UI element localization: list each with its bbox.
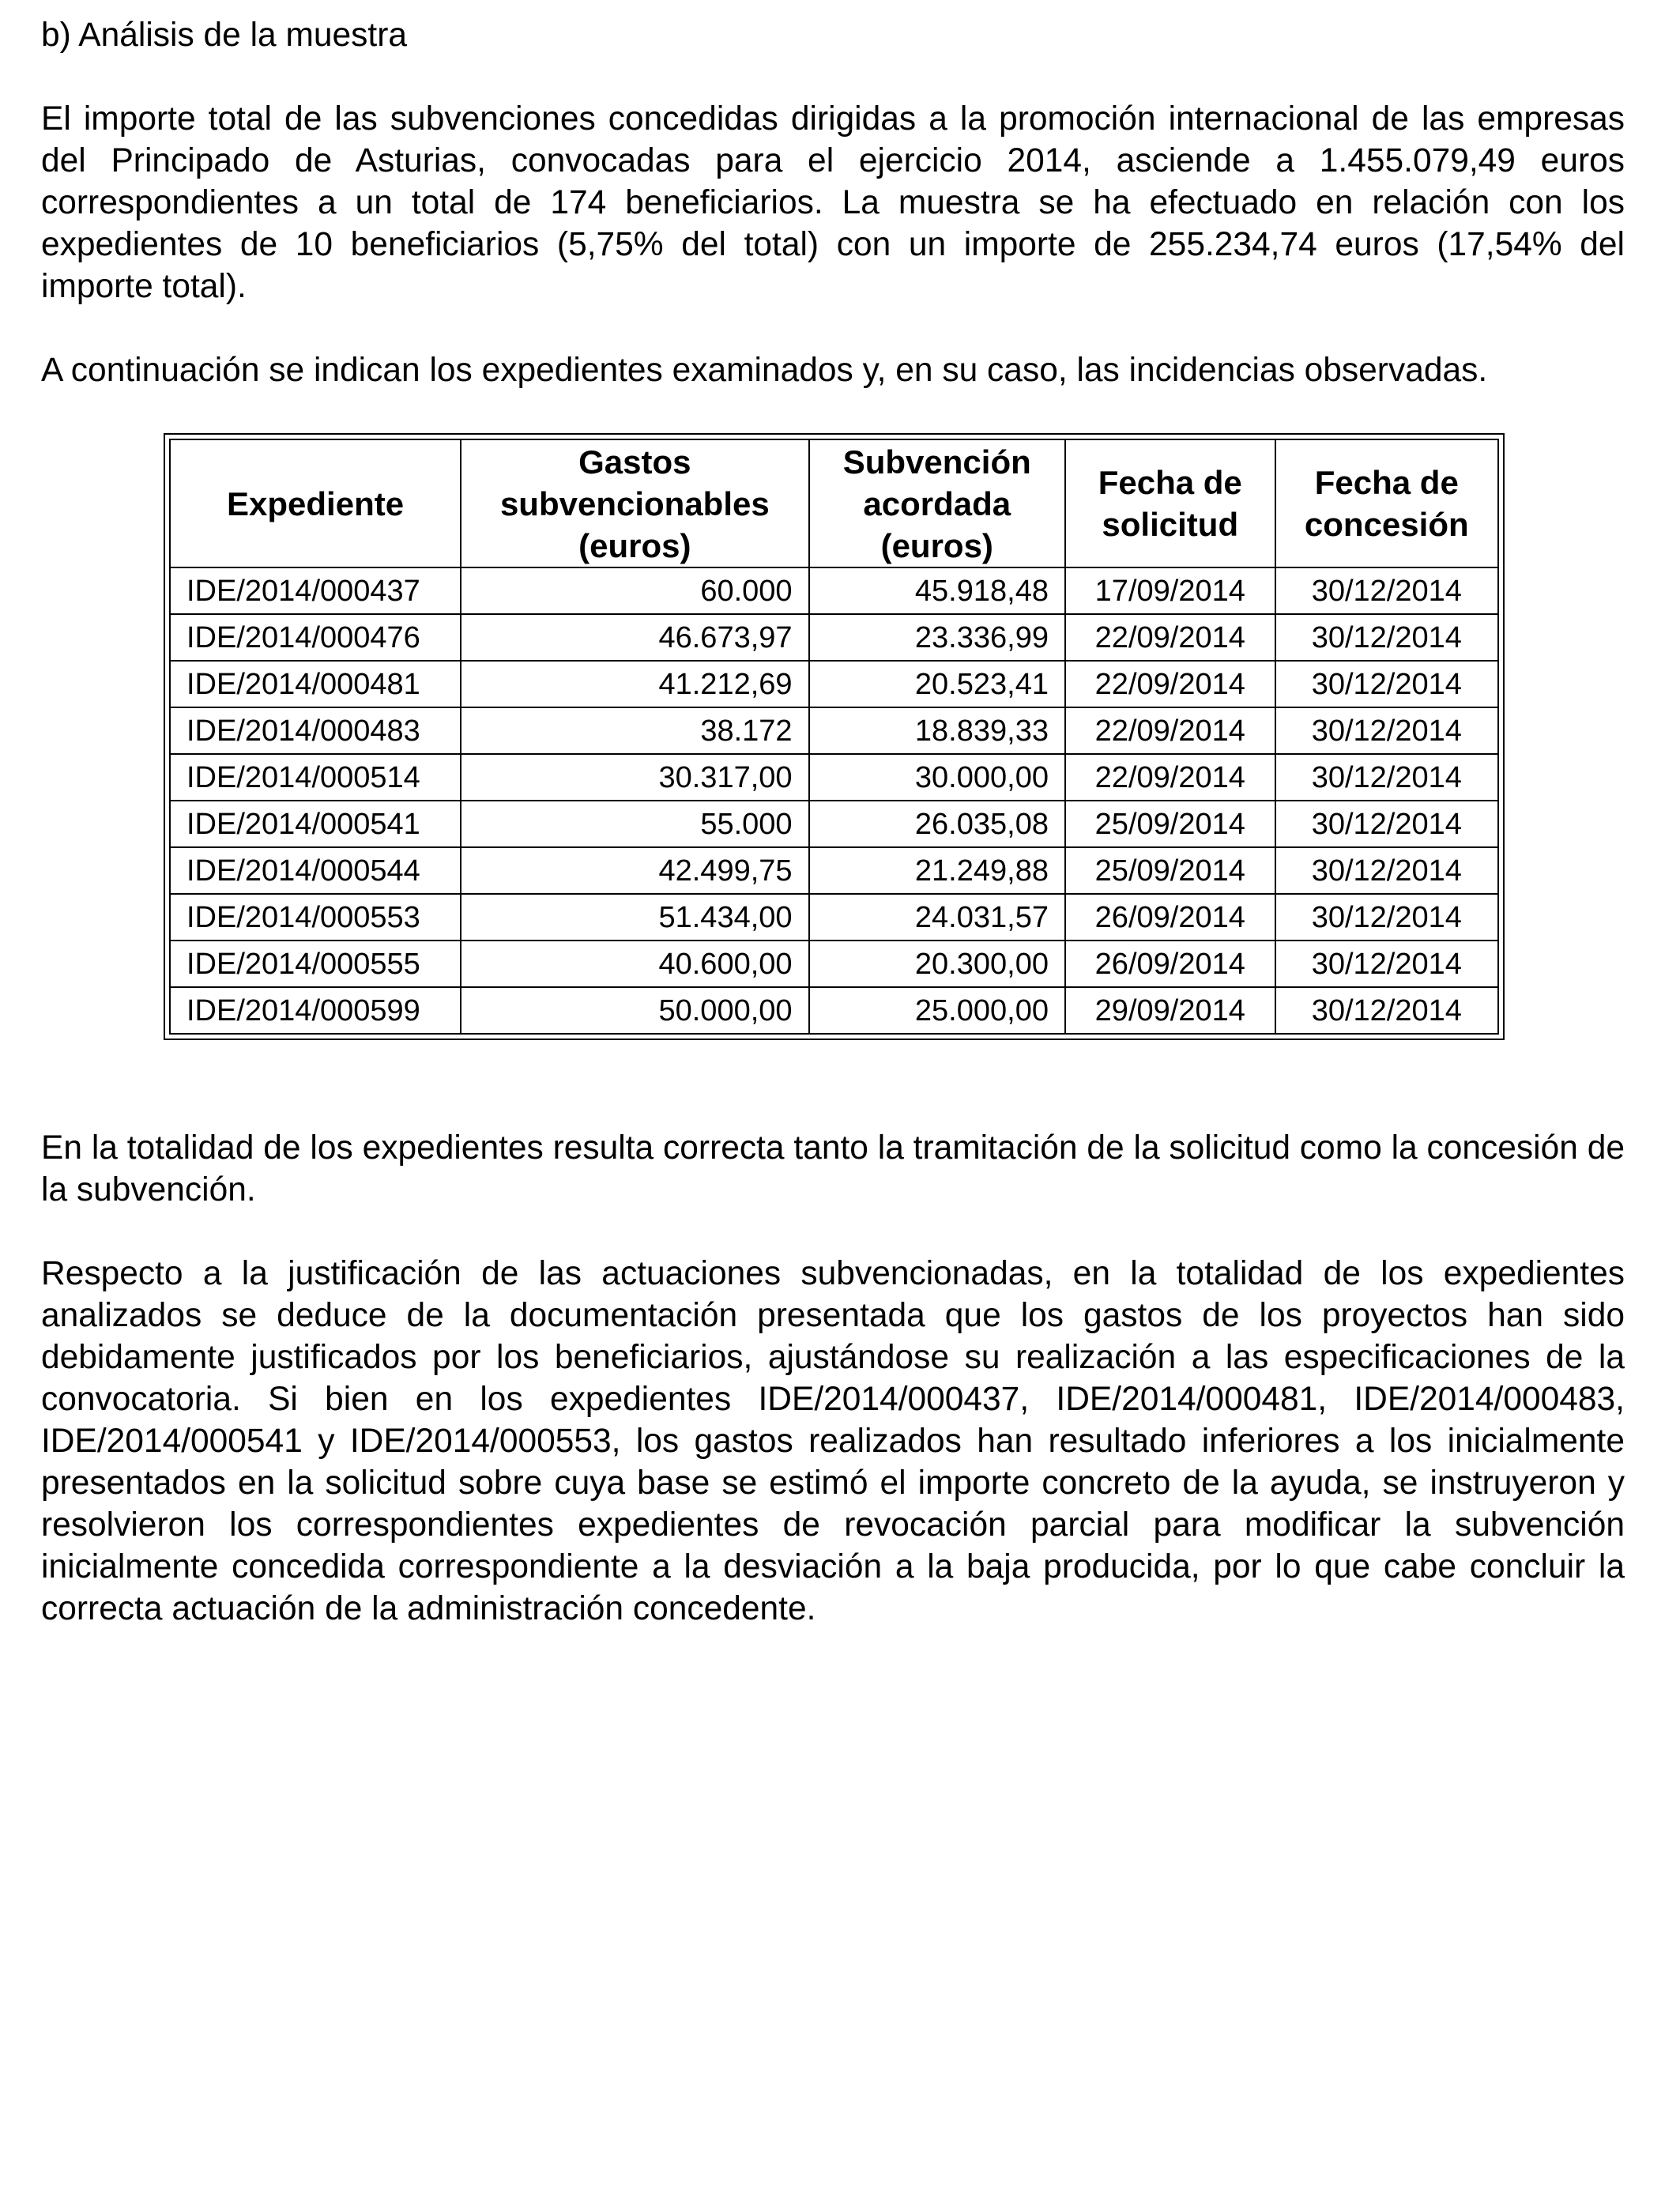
cell-fecha-solicitud: 25/09/2014 [1065,847,1275,894]
table-row [170,987,1498,1034]
table-intro-paragraph: A continuación se indican los expedientes examinados y, en su caso, las incidencias observadas. [41,352,1488,389]
cell-fecha-concesion: 30/12/2014 [1275,707,1498,754]
cell-fecha-solicitud: 25/09/2014 [1065,801,1275,847]
header-subvencion: Subvención acordada (euros) [809,439,1065,567]
sample-table [169,439,1499,1035]
cell-expediente: IDE/2014/000476 [170,614,461,661]
cell-gastos: 60.000 [461,567,808,614]
sample-table-frame [164,433,1505,1040]
cell-fecha-concesion: 30/12/2014 [1275,754,1498,801]
cell-gastos: 51.434,00 [461,894,808,941]
table-row [170,894,1498,941]
cell-expediente: IDE/2014/000514 [170,754,461,801]
cell-subvencion: 45.918,48 [809,567,1065,614]
table-row [170,567,1498,614]
table-row [170,614,1498,661]
conclusion-paragraph-2: Respecto a la justificación de las actuaciones subvencionadas, en la totalidad de los expedientes analizados se deduce de la documentación presentada que los gastos de los proyectos han sido debidamente justificados por los beneficiarios, ajustándose su realización a las especificaciones de la convocatoria. Si bien en los expedientes IDE/2014/000437, IDE/2014/000481, IDE/2014/000483, IDE/2014/000541 y IDE/2014/000553, los gastos realizados han resultado inferiores a los inicialmente presentados en la solicitud sobre cuya base se estimó el importe concreto de la ayuda, se instruyeron y resolvieron los correspondientes expedientes de revocación parcial para modificar la subvención inicialmente concedida correspondiente a la desviación a la baja producida, por lo que cabe concluir la correcta actuación de la administración concedente. [41,1255,1625,1627]
cell-expediente: IDE/2014/000544 [170,847,461,894]
header-fecha-concesion: Fecha de concesión [1275,439,1498,567]
cell-gastos: 41.212,69 [461,661,808,707]
cell-gastos: 38.172 [461,707,808,754]
cell-fecha-concesion: 30/12/2014 [1275,661,1498,707]
header-gastos: Gastos subvencionables (euros) [461,439,808,567]
cell-gastos: 55.000 [461,801,808,847]
cell-fecha-concesion: 30/12/2014 [1275,801,1498,847]
table-row [170,754,1498,801]
cell-expediente: IDE/2014/000553 [170,894,461,941]
table-row [170,847,1498,894]
cell-expediente: IDE/2014/000437 [170,567,461,614]
cell-fecha-concesion: 30/12/2014 [1275,941,1498,987]
cell-expediente: IDE/2014/000599 [170,987,461,1034]
cell-subvencion: 21.249,88 [809,847,1065,894]
cell-subvencion: 25.000,00 [809,987,1065,1034]
cell-subvencion: 26.035,08 [809,801,1065,847]
cell-fecha-concesion: 30/12/2014 [1275,614,1498,661]
cell-fecha-solicitud: 22/09/2014 [1065,707,1275,754]
cell-subvencion: 20.523,41 [809,661,1065,707]
table-row [170,707,1498,754]
cell-fecha-solicitud: 22/09/2014 [1065,614,1275,661]
cell-fecha-solicitud: 22/09/2014 [1065,661,1275,707]
cell-fecha-concesion: 30/12/2014 [1275,987,1498,1034]
section-heading: b) Análisis de la muestra [41,17,407,54]
table-header-row [170,439,1498,567]
header-expediente: Expediente [170,439,461,567]
cell-fecha-concesion: 30/12/2014 [1275,847,1498,894]
cell-subvencion: 24.031,57 [809,894,1065,941]
cell-subvencion: 20.300,00 [809,941,1065,987]
cell-fecha-solicitud: 26/09/2014 [1065,941,1275,987]
conclusion-paragraph-1: En la totalidad de los expedientes resulta correcta tanto la tramitación de la solicitud como la concesión de la subvención. [41,1129,1625,1208]
cell-gastos: 50.000,00 [461,987,808,1034]
cell-subvencion: 30.000,00 [809,754,1065,801]
cell-expediente: IDE/2014/000555 [170,941,461,987]
cell-subvencion: 23.336,99 [809,614,1065,661]
cell-fecha-solicitud: 17/09/2014 [1065,567,1275,614]
table-row [170,941,1498,987]
cell-fecha-solicitud: 22/09/2014 [1065,754,1275,801]
cell-expediente: IDE/2014/000541 [170,801,461,847]
cell-fecha-solicitud: 26/09/2014 [1065,894,1275,941]
document-page [41,14,1625,1672]
table-row [170,801,1498,847]
cell-expediente: IDE/2014/000483 [170,707,461,754]
cell-fecha-solicitud: 29/09/2014 [1065,987,1275,1034]
cell-expediente: IDE/2014/000481 [170,661,461,707]
cell-gastos: 40.600,00 [461,941,808,987]
cell-subvencion: 18.839,33 [809,707,1065,754]
header-fecha-solicitud: Fecha de solicitud [1065,439,1275,567]
cell-gastos: 46.673,97 [461,614,808,661]
table-row [170,661,1498,707]
intro-paragraph: El importe total de las subvenciones concedidas dirigidas a la promoción internacional de las empresas del Principado de Asturias, convocadas para el ejercicio 2014, asciende a 1.455.079,49 euros correspondientes a un total de 174 beneficiarios. La muestra se ha efectuado en relación con los expedientes de 10 beneficiarios (5,75% del total) con un importe de 255.234,74 euros (17,54% del importe total). [41,100,1625,305]
cell-fecha-concesion: 30/12/2014 [1275,567,1498,614]
cell-gastos: 30.317,00 [461,754,808,801]
cell-fecha-concesion: 30/12/2014 [1275,894,1498,941]
cell-gastos: 42.499,75 [461,847,808,894]
